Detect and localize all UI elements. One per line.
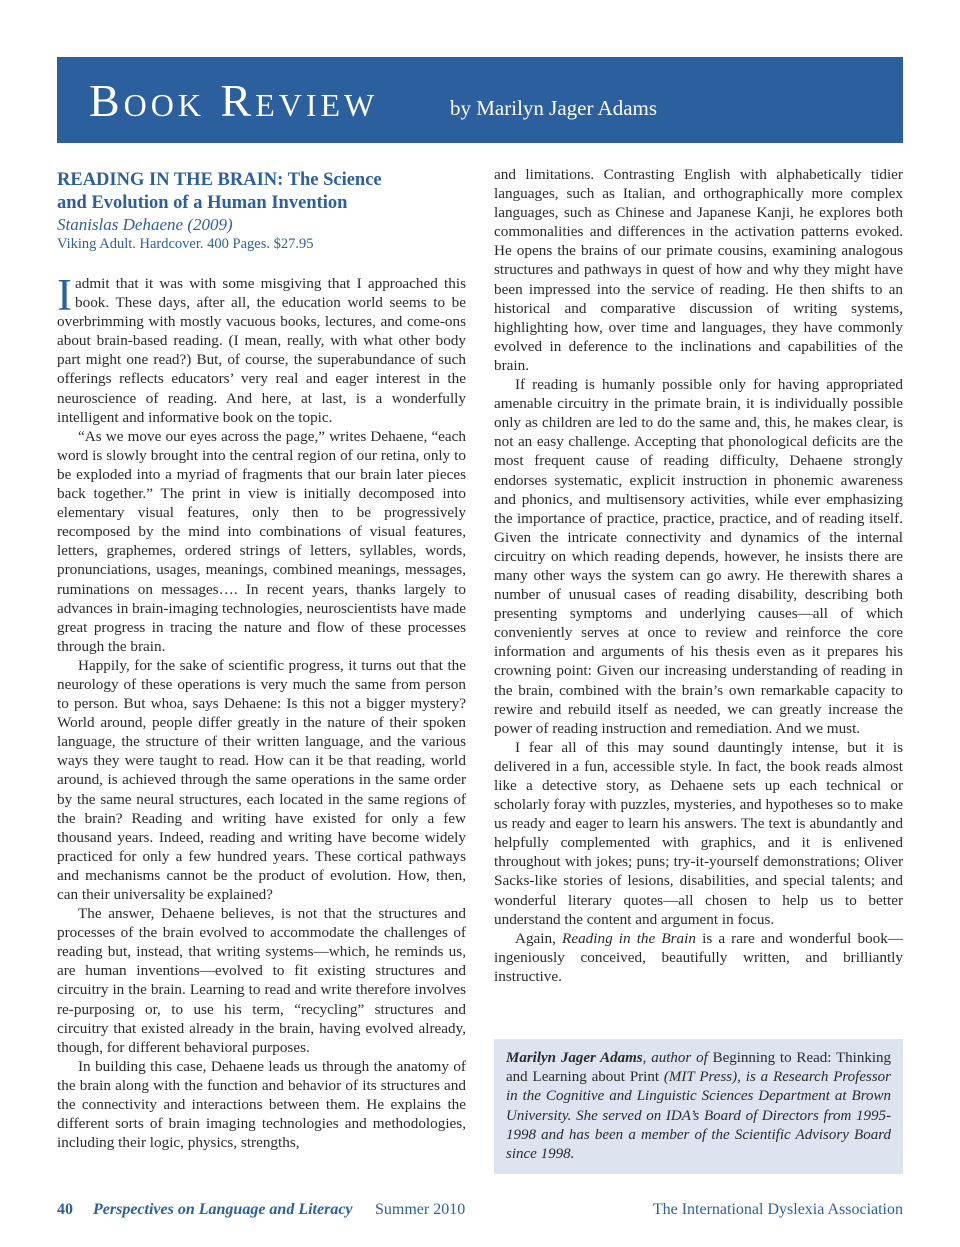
- paragraph-5: In building this case, Dehaene leads us through the anatomy of the brain along with the function and behavior of its structures and the connectivity and interactions between them. He explains the different sorts of brain imaging technologies and methodologies, including their logic, physics, strengths,: [57, 1057, 466, 1152]
- bio-text-2: (MIT Press), is a Research Professor in the Cognitive and Linguistic Sciences Department at Brown University. She served on IDA’s Board of Directors from 1995-1998 and has been a member of the Scientific Advisory Board since 1998.: [506, 1069, 892, 1163]
- paragraph-8: [494, 929, 903, 986]
- book-author: Stanislas Dehaene (2009): [57, 215, 233, 234]
- author-bio-box: [494, 1039, 903, 1174]
- paragraph-8-start: Again,: [515, 929, 556, 947]
- header-banner: [57, 57, 903, 143]
- drop-cap: I: [57, 270, 72, 320]
- paragraph-5-continued: and limitations. Contrasting English with alphabetically tidier languages, such as Italian, and orthographically more complex languages, such as Chinese and Japanese Kanji, he explores both commonalities and differences in the activation patterns evoked. He opens the brains of our primate cousins, examining analogous structures and pathways in quest of how and why they might have been impressed into the service of reading. He then shifts to an historical and comparative discussion of writing systems, highlighting how, over time and languages, they have commonly evolved in deference to the inclinations and capabilities of the brain.: [494, 166, 903, 374]
- book-title-inline: Reading in the Brain: [562, 929, 696, 947]
- page-number: 40: [57, 1201, 73, 1218]
- page-footer: [57, 1199, 903, 1221]
- paragraph-8-end: is a rare and wonderful book—ingeniously conceived, beautifully written, and brilliantly instructive.: [494, 929, 904, 985]
- paragraph-6: If reading is humanly possible only for having appropriated amenable circuitry in the primate brain, it is individually possible only as children are led to do the same and, this, he makes clear, is not an easy challenge. Accepting that phonological deficits are the most frequent cause of reading difficulty, Dehaene strongly endorses systematic, explicit instruction in phonemic awareness and phonics, and multisensory activities, while ever emphasizing the importance of practice, practice, practice, and of reading itself. Given the intricate connectivity and dynamics of the internal circuitry on which reading depends, however, he insists there are many other ways the system can go awry. He therewith shares a number of unusual cases of reading disability, describing both presenting symptoms and underlying causes—all of which conveniently serves at once to review and reinforce the core information and arguments of his thesis even as it prepares his crowning point: Given our increasing understanding of reading in the brain, combined with the brain’s own remarkable capacity to rewire and rebuild itself as needed, we can greatly increase the power of reading instruction and remediation. And we must.: [494, 376, 903, 737]
- paragraph-7: I fear all of this may sound dauntingly intense, but it is delivered in a fun, accessible style. In fact, the book reads almost like a detective story, as Dehaene sets up each technical or scholarly foray with puzzles, mysteries, and hypotheses so to make us ready and eager to learn his answers. The text is abundantly and helpfully complemented with graphics, and it is enlivened throughout with jokes; puns; try-it-yourself demonstrations; Oliver Sacks-like stories of lesions, disabilities, and special talents; and wonderful literary quotes—all chosen to help us to better understand the content and argument in focus.: [494, 738, 903, 928]
- paragraph-2: “As we move our eyes across the page,” writes Dehaene, “each word is slowly brought into the central region of our retina, only to be exploded into a myriad of fragments that our brain later pieces back together.” The print in view is initially decomposed into elementary visual features, only then to be progressively recomposed by the mind into combinations of visual features, letters, graphemes, ordered strings of letters, syllables, words, pronunciations, usages, meanings, combined meanings, messages, ruminations on messages…. In recent years, thanks largely to advances in brain-imaging technologies, neuroscientists have made great progress in tracing the nature and flow of these processes through the brain.: [57, 427, 466, 655]
- issue-date: Summer 2010: [375, 1201, 466, 1218]
- paragraph-4: The answer, Dehaene believes, is not that the structures and processes of the brain evolved to accommodate the challenges of reading but, instead, that writing systems—which, he reminds us, are human inventions—evolved to fit existing structures and circuitry in the brain. Learning to read and write therefore involves re-purposing or, to use his term, “recycling” structures and circuitry that existed already in the brain, having evolved already, though, for different behavioral purposes.: [57, 905, 466, 1056]
- left-column: [57, 165, 466, 1152]
- paragraph-1-text: admit that it was with some misgiving that I approached this book. These days, after all, the education world seems to be overbrimming with mostly vacuous books, lectures, and come-ons about brain-based reading. (I mean, really, with what other body part might one read?) But, of course, the superabundance of such offerings reflects educators’ very real and eager interest in the neuroscience of reading. And here, at last, is a wonderfully intelligent and informative book on the topic.: [57, 275, 466, 426]
- bio-text-1: , author of: [642, 1050, 708, 1066]
- journal-name: Perspectives on Language and Literacy: [93, 1201, 353, 1218]
- paragraph-3: Happily, for the sake of scientific progress, it turns out that the neurology of these operations is very much the same from person to person. But whoa, says Dehaene: Is this not a bigger mystery? World around, people differ greatly in the nature of their spoken language, the structure of their written language, and the various ways they were taught to read. How can it be that reading, world around, is achieved through the same operations in the same order by the same neural structures, each located in the same regions of the brain? Reading and writing have existed for only a few thousand years. Indeed, reading and writing have become widely practiced for only a few hundred years. These cortical pathways and mechanisms cannot be the product of evolution. How, then, can their universality be explained?: [57, 656, 466, 903]
- byline: by Marilyn Jager Adams: [450, 96, 658, 120]
- section-title: Book Review: [89, 75, 379, 126]
- right-column: [494, 165, 903, 986]
- book-publication-info: Viking Adult. Hardcover. 400 Pages. $27.95: [57, 236, 314, 252]
- organization-name: The International Dyslexia Association: [652, 1201, 903, 1218]
- book-title: READING IN THE BRAIN: The Science and Evolution of a Human Invention: [57, 170, 382, 213]
- bio-book-title: Beginning to Read: Thinking and Learning about Print: [506, 1050, 891, 1086]
- bio-name: Marilyn Jager Adams: [506, 1050, 643, 1066]
- paragraph-1: [57, 270, 466, 427]
